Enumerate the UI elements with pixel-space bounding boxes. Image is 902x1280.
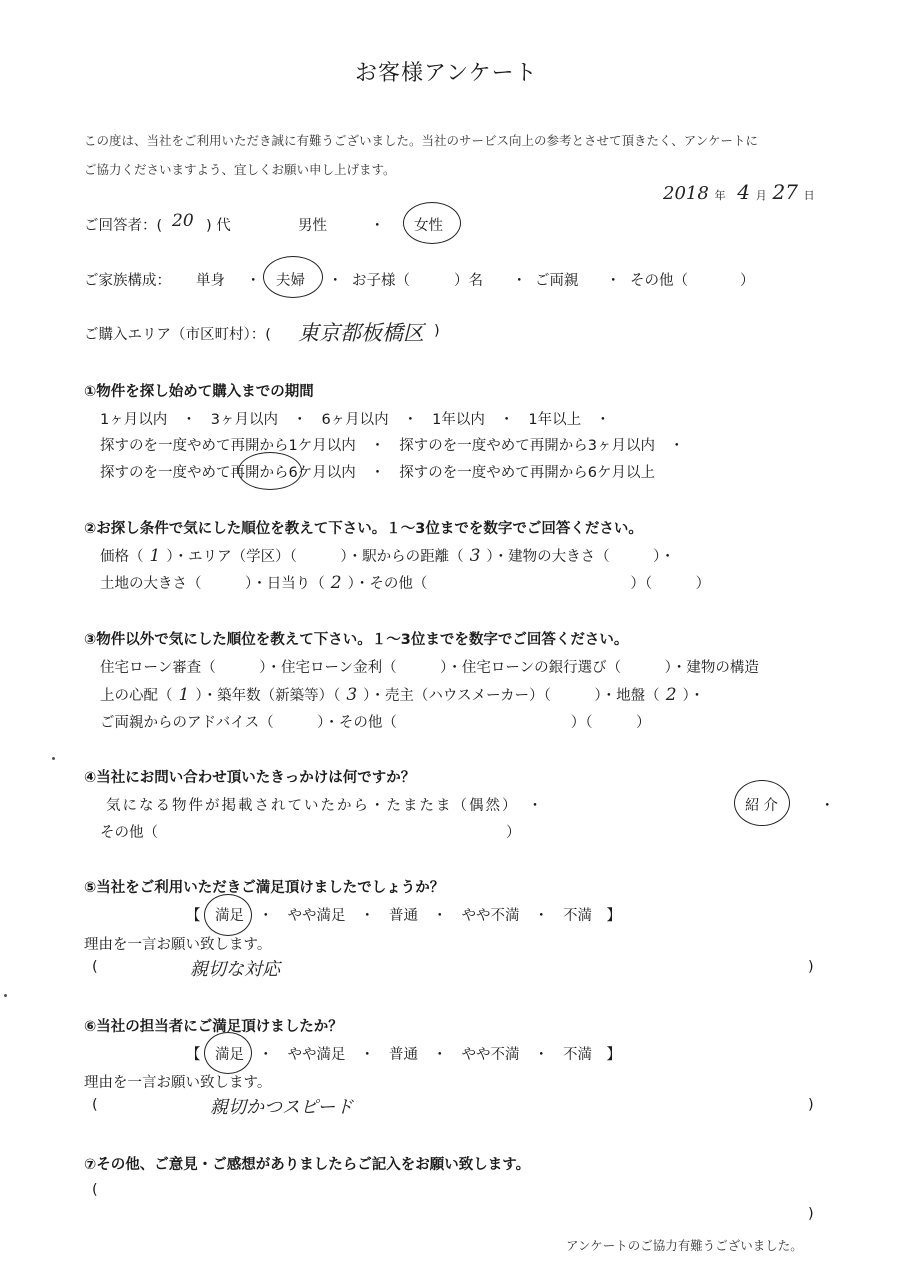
family-other: その他（ <box>630 273 688 289</box>
family-parents: ご両親 <box>535 273 579 289</box>
q3-line-2-b: ）・築年数（新築等）（ <box>195 688 341 704</box>
q4-referral: 紹介 <box>745 798 782 814</box>
q7-open: ( <box>92 1182 98 1198</box>
q2-line-1-b: ）・エリア（学区）（ ）・駅からの距離（ <box>166 549 464 565</box>
q4-line-1-end: ・ <box>820 798 835 814</box>
intro-line-2: ご協力くださいますよう、宜しくお願い申し上げます。 <box>84 162 396 177</box>
q1-title: ①物件を探し始めて購入までの期間 <box>84 384 314 400</box>
family-dot-1: ・ <box>246 273 261 289</box>
q2-line-2-a: 土地の大きさ（ ）・日当り（ <box>100 576 325 592</box>
q2-line-1-c: ）・建物の大きさ（ ）・ <box>486 549 675 565</box>
respondent-dot: ・ <box>370 218 385 234</box>
q4-line-2: その他（ ） <box>100 825 521 841</box>
q3-line-2-c: ）・売主（ハウスメーカー）（ ）・地盤（ <box>363 688 660 704</box>
selected-couple-circle <box>263 256 323 298</box>
date-month-unit: 月 <box>755 189 767 202</box>
q5-close: ) <box>808 959 814 975</box>
q6-close: ) <box>808 1097 814 1113</box>
q1-line-3: 探すのを一度やめて再開から6ケ月以内 ・ 探すのを一度やめて再開から6ケ月以上 <box>100 465 655 481</box>
q5-reason-label: 理由を一言お願い致します。 <box>84 937 272 953</box>
area-value: 東京都板橋区 <box>298 321 424 345</box>
family-dot-2: ・ <box>328 273 343 289</box>
q7-title: ⑦その他、ご意見・ご感想がありましたらご記入をお願い致します。 <box>84 1157 531 1173</box>
area-close: ) <box>434 323 440 339</box>
q1-line-2: 探すのを一度やめて再開から1ケ月以内 ・ 探すのを一度やめて再開から3ヶ月以内 ・ <box>100 438 684 454</box>
q4-title: ④当社にお問い合わせ頂いたきっかけは何ですか？ <box>84 770 416 786</box>
q3-structure-rank: 1 <box>178 685 190 705</box>
selected-q1-circle <box>238 452 302 490</box>
date-month: 4 <box>737 180 751 204</box>
date-year: 2018 <box>663 183 709 204</box>
family-children-suffix: ）名 <box>454 273 483 289</box>
q5-options: 【 満足 ・ やや満足 ・ 普通 ・ やや不満 ・ 不満 】 <box>186 908 621 924</box>
family-children: お子様（ <box>352 273 410 289</box>
respondent-label: ご回答者：( <box>84 218 163 234</box>
q5-open: ( <box>92 959 98 975</box>
q7-close: ) <box>808 1206 814 1222</box>
q6-options: 【 満足 ・ やや満足 ・ 普通 ・ やや不満 ・ 不満 】 <box>186 1047 621 1063</box>
family-single: 単身 <box>196 273 225 289</box>
q3-age-rank: 3 <box>346 685 358 705</box>
q6-reason-label: 理由を一言お願い致します。 <box>84 1075 272 1091</box>
q5-answer: 親切な対応 <box>190 959 280 980</box>
q2-sun-rank: 2 <box>330 573 342 593</box>
page-title: お客様アンケート <box>355 61 538 86</box>
q4-line-1: 気になる物件が掲載されていたから・たまたま（偶然） ・ <box>106 798 545 814</box>
q2-title: ②お探し条件で気にした順位を教えて下さい。１～3位までを数字でご回答ください。 <box>84 521 643 537</box>
selected-q6-circle <box>204 1032 252 1074</box>
q3-line-1: 住宅ローン審査（ ）・住宅ローン金利（ ）・住宅ローンの銀行選び（ ）・建物の構造 <box>100 660 759 676</box>
date-field <box>663 180 815 204</box>
q3-line-2-a: 上の心配（ <box>100 688 173 704</box>
footer-thanks: アンケートのご協力有難うございました。 <box>566 1238 803 1253</box>
q6-answer: 親切かつスピード <box>210 1097 354 1118</box>
q3-ground-rank: 2 <box>665 685 677 705</box>
q1-line-1: 1ヶ月以内 ・ 3ヶ月以内 ・ 6ヶ月以内 ・ 1年以内 ・ 1年以上 ・ <box>100 412 611 428</box>
q5-title: ⑤当社をご利用いただきご満足頂けましたでしょうか？ <box>84 880 445 896</box>
q3-line-3: ご両親からのアドバイス（ ）・その他（ ）（ ） <box>100 715 651 731</box>
respondent-age: 20 <box>172 211 194 231</box>
family-label: ご家族構成： <box>84 273 171 289</box>
respondent-female: 女性 <box>414 218 443 234</box>
q2-price-rank: 1 <box>149 546 161 566</box>
q3-line-2-d: ）・ <box>682 688 705 704</box>
date-year-unit: 年 <box>714 189 726 202</box>
area-label: ご購入エリア（市区町村）：( <box>84 327 271 343</box>
family-dot-4: ・ <box>606 273 621 289</box>
selected-referral-circle <box>734 780 790 826</box>
date-day: 27 <box>772 180 798 204</box>
q3-line-2 <box>100 684 704 705</box>
date-day-unit: 日 <box>803 189 815 202</box>
q6-title: ⑥当社の担当者にご満足頂けましたか？ <box>84 1019 343 1035</box>
intro-line-1: この度は、当社をご利用いただき誠に有難うございました。当社のサービス向上の参考とさせて頂きたく、アンケートに <box>84 133 759 148</box>
q2-line-2 <box>100 572 710 593</box>
q2-line-1 <box>100 545 675 566</box>
q2-line-1-a: 価格（ <box>100 549 144 565</box>
q3-title: ③物件以外で気にした順位を教えて下さい。１～3位までを数字でご回答ください。 <box>84 632 629 648</box>
family-couple: 夫婦 <box>276 273 305 289</box>
selected-q5-circle <box>204 894 252 936</box>
q2-line-2-b: ）・その他（ ）（ ） <box>347 576 711 592</box>
family-other-close: ） <box>740 273 755 289</box>
scan-speck <box>4 994 7 997</box>
q2-station-rank: 3 <box>469 546 481 566</box>
family-dot-3: ・ <box>512 273 527 289</box>
selected-female-circle <box>403 202 461 244</box>
respondent-male: 男性 <box>298 218 327 234</box>
q6-open: ( <box>92 1097 98 1113</box>
respondent-age-suffix: ) 代 <box>206 218 231 234</box>
scan-speck <box>52 757 55 760</box>
